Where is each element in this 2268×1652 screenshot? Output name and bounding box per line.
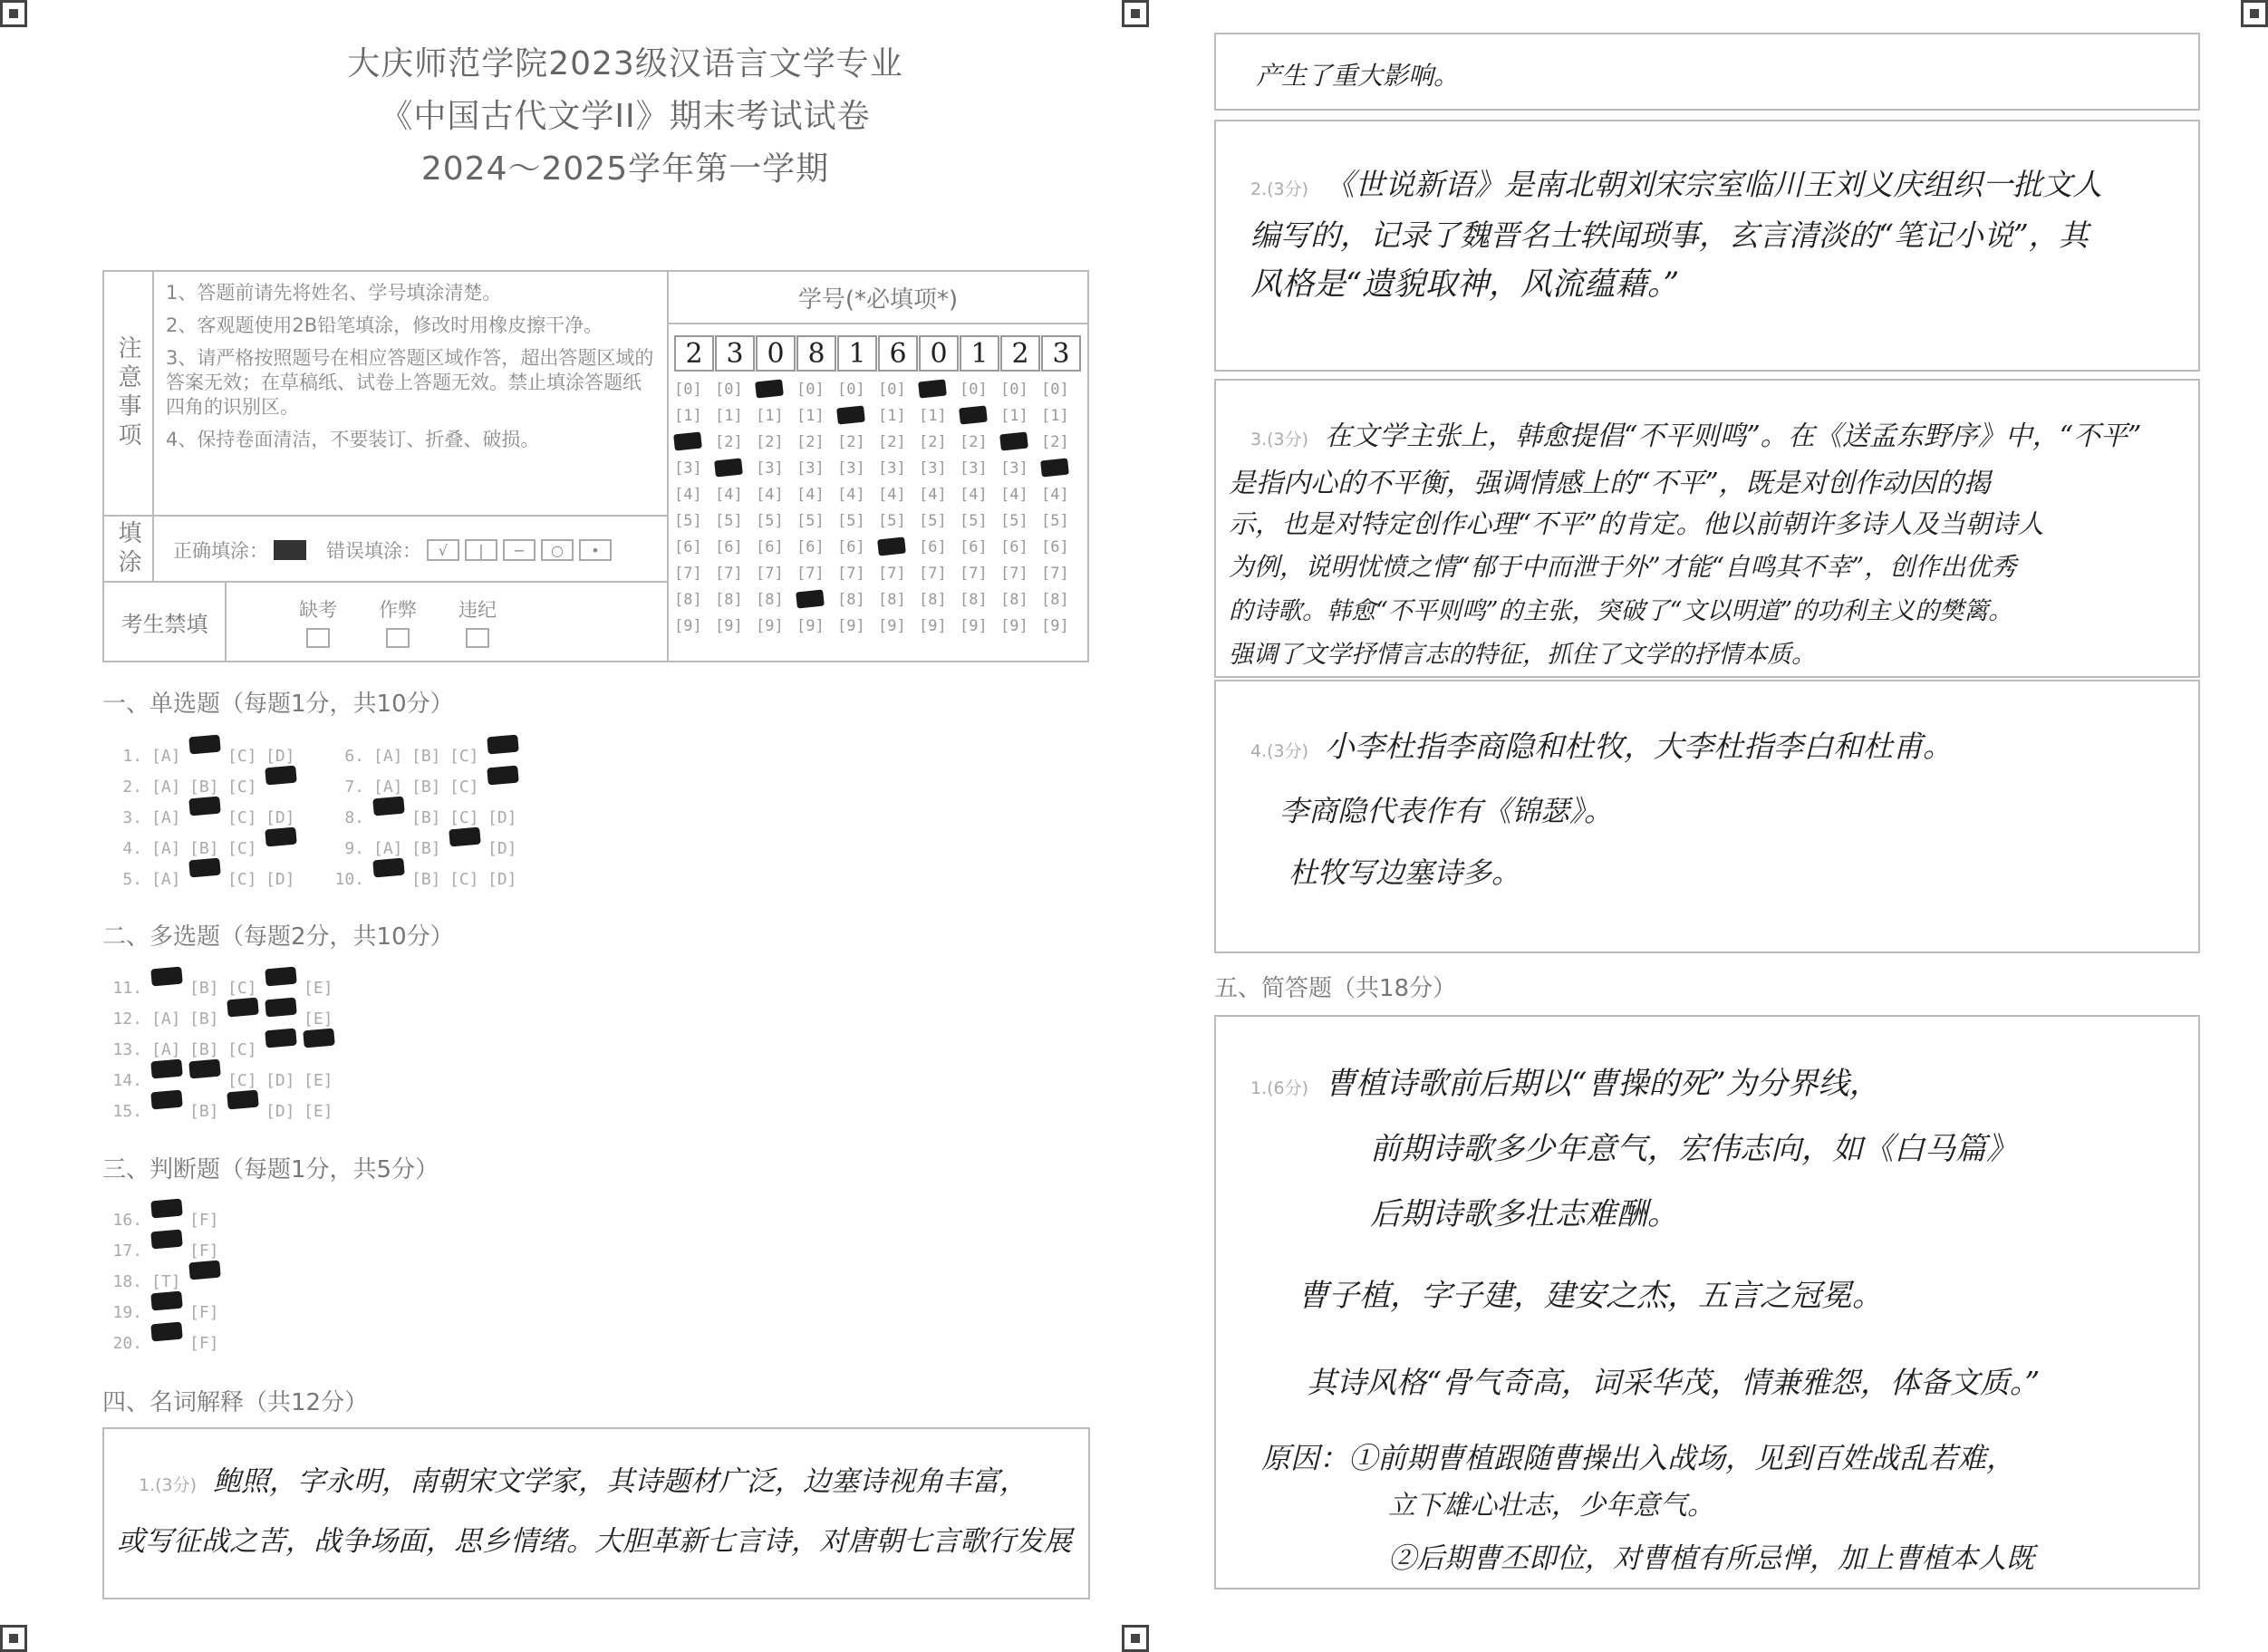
digit-bubble[interactable]: [7] [796, 565, 825, 583]
digit-bubble[interactable] [1000, 433, 1041, 459]
digit-bubble[interactable]: [8] [1041, 591, 1069, 609]
prohibited-cheat[interactable]: 作弊 [379, 595, 417, 648]
digit-bubble[interactable]: [1] [756, 407, 784, 425]
question-number: 7. [344, 778, 364, 797]
student-id-digit[interactable]: 3 [1041, 335, 1081, 372]
digit-bubble[interactable]: [2] [1041, 433, 1069, 451]
digit-bubble[interactable]: [7] [1041, 565, 1069, 583]
question-number: 5. [122, 870, 142, 889]
checkbox[interactable] [466, 628, 489, 648]
option-bubble[interactable]: [T] [151, 1272, 181, 1291]
option-bubble[interactable]: [C] [227, 870, 257, 889]
exam-title-line3: 2024～2025学年第一学期 [420, 150, 830, 188]
term-answer-line: 杜牧写边塞诗多。 [1288, 855, 1521, 890]
option-bubble[interactable]: [D] [487, 839, 517, 858]
question-number: 3. [122, 808, 142, 827]
option-bubble[interactable]: [C] [449, 808, 479, 827]
corner-marker-top-right [2241, 0, 2268, 27]
digit-bubble[interactable] [837, 407, 878, 433]
option-bubble[interactable]: [A] [373, 747, 403, 766]
correct-fill-sample [274, 540, 306, 560]
option-bubble[interactable]: [A] [151, 808, 181, 827]
digit-bubble[interactable]: [7] [715, 565, 743, 583]
wrong-fill-sample: − [503, 539, 536, 561]
digit-bubble[interactable]: [5] [674, 512, 702, 530]
digit-bubble[interactable]: [6] [837, 538, 865, 556]
corner-marker-bottom-center [1122, 1625, 1149, 1652]
fill-example-panel [102, 517, 669, 583]
term-answer-line: 或写征战之苦，战争场面，思乡情绪。大胆革新七言诗，对唐朝七言歌行发展 [117, 1525, 1072, 1558]
digit-bubble[interactable] [960, 407, 1000, 433]
digit-bubble[interactable]: [0] [960, 381, 988, 399]
digit-bubble[interactable]: [1] [715, 407, 743, 425]
digit-bubble[interactable]: [3] [756, 459, 784, 478]
notice-item: 4、保持卷面清洁，不要装订、折叠、破损。 [166, 429, 540, 450]
option-bubble[interactable]: [E] [304, 1102, 333, 1121]
digit-bubble[interactable]: [2] [837, 433, 865, 451]
question-number: 14. [112, 1071, 142, 1090]
section-judge: 三、判断题（每题1分，共5分） [102, 1156, 439, 1183]
section-short-answer: 五、简答题（共18分） [1214, 975, 1457, 1002]
digit-bubble[interactable]: [5] [715, 512, 743, 530]
term-answer-line: 的诗歌。韩愈“不平则鸣”的主张，突破了“文以明道”的功利主义的樊篱。 [1229, 597, 2013, 625]
digit-bubble[interactable]: [8] [960, 591, 988, 609]
digit-bubble[interactable]: [9] [1041, 617, 1069, 635]
digit-bubble[interactable]: [0] [1000, 381, 1028, 399]
digit-bubble[interactable] [715, 459, 756, 486]
question-tag: 3.(3分) [1250, 430, 1309, 449]
bubble-row [674, 381, 1082, 407]
bubble-row [674, 486, 1082, 512]
option-bubble[interactable]: [B] [411, 870, 441, 889]
option-bubble[interactable]: [F] [189, 1241, 219, 1261]
option-bubble[interactable]: [B] [411, 839, 441, 858]
term-answer-line: 1.(3分) 鲍照，字永明，南朝宋文学家，其诗题材广泛，边塞诗视角丰富， [139, 1465, 1028, 1498]
student-id-digit[interactable]: 0 [756, 335, 796, 372]
section-single-choice: 一、单选题（每题1分，共10分） [102, 691, 454, 718]
option-bubble[interactable]: [A] [151, 870, 181, 889]
prohibited-absent[interactable]: 缺考 [299, 595, 337, 648]
digit-bubble[interactable]: [2] [960, 433, 988, 451]
option-bubble[interactable]: [C] [449, 778, 479, 797]
option-bubble[interactable]: [D] [265, 747, 295, 766]
section-multi-choice: 二、多选题（每题2分，共10分） [102, 923, 454, 951]
term-answer-line: 4.(3分) 小李杜指李商隐和杜牧，大李杜指李白和杜甫。 [1250, 729, 1954, 764]
term-answer-line: 李商隐代表作有《锦瑟》。 [1279, 794, 1614, 828]
student-id-digit[interactable]: 1 [837, 335, 877, 372]
term-answer-line: 产生了重大影响。 [1256, 61, 1460, 91]
digit-bubble[interactable]: [8] [1000, 591, 1028, 609]
digit-bubble[interactable]: [8] [837, 591, 865, 609]
option-bubble[interactable] [373, 859, 411, 900]
question-number: 2. [122, 778, 142, 797]
digit-bubble[interactable]: [6] [796, 538, 825, 556]
digit-bubble[interactable]: [6] [1041, 538, 1069, 556]
exam-title-line1: 大庆师范学院2023级汉语言文学专业 [347, 45, 903, 82]
digit-bubble[interactable]: [4] [1000, 486, 1028, 504]
digit-bubble[interactable]: [3] [796, 459, 825, 478]
digit-bubble[interactable]: [8] [878, 591, 906, 609]
option-bubble[interactable]: [B] [411, 808, 441, 827]
option-bubble[interactable]: [D] [265, 808, 295, 827]
notice-side-label: 注意事项 [104, 272, 154, 515]
option-bubble[interactable]: [D] [265, 1071, 295, 1090]
option-bubble[interactable]: [A] [151, 747, 181, 766]
term-answer-line: 3.(3分) 在文学主张上，韩愈提倡“不平则鸣”。在《送孟东野序》中，“不平” [1250, 420, 2142, 452]
option-bubble[interactable]: [C] [227, 808, 257, 827]
digit-bubble[interactable]: [9] [919, 617, 947, 635]
digit-bubble[interactable]: [8] [919, 591, 947, 609]
question-number: 18. [112, 1272, 142, 1291]
student-id-bubble-grid [674, 381, 1082, 643]
wrong-fill-sample: • [579, 539, 612, 561]
digit-bubble[interactable]: [5] [919, 512, 947, 530]
digit-bubble[interactable]: [9] [960, 617, 988, 635]
option-bubble[interactable]: [A] [151, 1040, 181, 1059]
option-bubble[interactable]: [F] [189, 1211, 219, 1230]
option-bubble[interactable] [151, 1091, 189, 1132]
bubble-row [674, 617, 1082, 643]
option-bubble[interactable]: [D] [487, 808, 517, 827]
student-id-title: 学号(*必填项*) [669, 272, 1087, 324]
option-bubble[interactable]: [C] [449, 870, 479, 889]
digit-bubble[interactable]: [8] [756, 591, 784, 609]
digit-bubble[interactable]: [5] [1000, 512, 1028, 530]
correct-fill-label: 正确填涂： [173, 540, 268, 562]
question-tag: 2.(3分) [1250, 179, 1309, 199]
option-bubble[interactable]: [E] [304, 1071, 333, 1090]
digit-bubble[interactable]: [8] [674, 591, 702, 609]
digit-bubble[interactable] [878, 538, 919, 565]
digit-bubble[interactable] [919, 381, 960, 407]
digit-bubble[interactable]: [5] [756, 512, 784, 530]
prohibited-violation[interactable]: 违纪 [458, 595, 497, 648]
option-bubble[interactable]: [C] [227, 778, 257, 797]
option-bubble[interactable]: [A] [373, 839, 403, 858]
question-number: 11. [112, 979, 142, 998]
option-bubble[interactable]: [F] [189, 1334, 219, 1353]
student-id-digit[interactable]: 2 [674, 335, 714, 372]
question-tag: 1.(6分) [1250, 1078, 1309, 1098]
digit-bubble[interactable]: [6] [919, 538, 947, 556]
option-bubble[interactable]: [D] [265, 1102, 295, 1121]
digit-bubble[interactable]: [2] [796, 433, 825, 451]
digit-bubble[interactable]: [0] [1041, 381, 1069, 399]
digit-bubble[interactable]: [4] [674, 486, 702, 504]
prohibited-panel [102, 583, 669, 662]
digit-bubble[interactable]: [3] [878, 459, 906, 478]
short-answer-line: 前期诗歌多少年意气，宏伟志向，如《白马篇》 [1370, 1131, 2017, 1167]
exam-title-line2: 《中国古代文学II》期末考试试卷 [380, 98, 871, 135]
option-bubble[interactable]: [D] [487, 870, 517, 889]
question-row [102, 859, 304, 900]
option-bubble[interactable]: [C] [227, 1071, 257, 1090]
student-id-panel [669, 270, 1089, 662]
bubble-row [674, 459, 1082, 486]
question-number: 4. [122, 839, 142, 858]
question-tag: 4.(3分) [1250, 741, 1309, 761]
digit-bubble[interactable]: [5] [796, 512, 825, 530]
digit-bubble[interactable]: [6] [715, 538, 743, 556]
digit-bubble[interactable]: [2] [756, 433, 784, 451]
digit-bubble[interactable]: [7] [756, 565, 784, 583]
student-id-digit[interactable]: 3 [715, 335, 755, 372]
short-answer-line: 曹子植，字子建，建安之杰，五言之冠冕。 [1298, 1278, 1883, 1314]
digit-bubble[interactable]: [3] [837, 459, 865, 478]
digit-bubble[interactable]: [2] [715, 433, 743, 451]
digit-bubble[interactable]: [6] [960, 538, 988, 556]
short-answer-line: 后期诗歌多壮志难酬。 [1370, 1196, 1678, 1232]
option-bubble[interactable]: [D] [265, 870, 295, 889]
short-answer-line: ②后期曹丕即位，对曹植有所忌惮，加上曹植本人既 [1388, 1542, 2034, 1575]
digit-bubble[interactable]: [1] [919, 407, 947, 425]
digit-bubble[interactable] [796, 591, 837, 617]
option-bubble[interactable]: [B] [189, 979, 219, 998]
question-number: 19. [112, 1303, 142, 1322]
bubble-row [674, 433, 1082, 459]
digit-bubble[interactable]: [6] [1000, 538, 1028, 556]
digit-bubble[interactable]: [0] [878, 381, 906, 399]
question-number: 9. [344, 839, 364, 858]
digit-bubble[interactable] [674, 433, 715, 459]
digit-bubble[interactable]: [3] [960, 459, 988, 478]
option-bubble[interactable]: [B] [189, 839, 219, 858]
question-number: 6. [344, 747, 364, 766]
option-bubble[interactable]: [C] [449, 747, 479, 766]
question-number: 16. [112, 1211, 142, 1230]
notice-list [166, 281, 655, 460]
digit-bubble[interactable]: [7] [960, 565, 988, 583]
option-bubble[interactable]: [B] [189, 1010, 219, 1029]
checkbox[interactable] [386, 628, 410, 648]
bubble-row [674, 512, 1082, 538]
short-answer-line: 原因：①前期曹植跟随曹操出入战场，见到百姓战乱若难， [1261, 1441, 2016, 1475]
digit-bubble[interactable]: [5] [960, 512, 988, 530]
digit-bubble[interactable]: [4] [715, 486, 743, 504]
digit-bubble[interactable]: [3] [1000, 459, 1028, 478]
digit-bubble[interactable]: [0] [796, 381, 825, 399]
question-row [324, 859, 526, 900]
question-number: 1. [122, 747, 142, 766]
short-answer-line: 立下雄心壮志，少年意气。 [1388, 1490, 1714, 1522]
digit-bubble[interactable]: [9] [878, 617, 906, 635]
short-answer-box-1[interactable] [1214, 1015, 2200, 1589]
corner-marker-top-left [0, 0, 27, 27]
digit-bubble[interactable]: [1] [796, 407, 825, 425]
digit-bubble[interactable]: [4] [878, 486, 906, 504]
term-answer-line: 风格是“遗貌取神，风流蕴藉。” [1250, 266, 1680, 303]
digit-bubble[interactable]: [6] [674, 538, 702, 556]
prohibited-options [299, 595, 497, 648]
option-bubble[interactable]: [C] [227, 979, 257, 998]
digit-bubble[interactable]: [4] [960, 486, 988, 504]
digit-bubble[interactable]: [0] [674, 381, 702, 399]
digit-bubble[interactable]: [1] [878, 407, 906, 425]
digit-bubble[interactable]: [9] [837, 617, 865, 635]
student-id-digit[interactable]: 2 [1000, 335, 1040, 372]
digit-bubble[interactable]: [7] [674, 565, 702, 583]
digit-bubble[interactable]: [3] [919, 459, 947, 478]
question-row [102, 1323, 227, 1364]
digit-bubble[interactable] [1041, 459, 1082, 486]
digit-bubble[interactable]: [1] [1041, 407, 1069, 425]
term-answer-line: 为例，说明忧愤之情“郁于中而泄于外”才能“自鸣其不幸”，创作出优秀 [1229, 552, 2017, 582]
term-answer-line: 示，也是对特定创作心理“不平”的肯定。他以前朝许多诗人及当朝诗人 [1229, 508, 2044, 539]
student-id-digit[interactable]: 1 [960, 335, 999, 372]
question-number: 13. [112, 1040, 142, 1059]
digit-bubble[interactable]: [7] [878, 565, 906, 583]
option-bubble[interactable]: [F] [189, 1303, 219, 1322]
question-tag: 1.(3分) [139, 1475, 198, 1495]
student-id-digit[interactable]: 6 [878, 335, 918, 372]
option-bubble[interactable] [151, 1323, 189, 1364]
term-answer-line: 编写的，记录了魏晋名士轶闻琐事，玄言清淡的“笔记小说”，其 [1250, 217, 2089, 253]
digit-bubble[interactable]: [6] [756, 538, 784, 556]
option-bubble[interactable]: [A] [151, 1010, 181, 1029]
term-answer-box-1[interactable] [102, 1427, 1090, 1599]
section-term-explanation: 四、名词解释（共12分） [102, 1389, 369, 1416]
digit-bubble[interactable]: [0] [837, 381, 865, 399]
option-bubble[interactable]: [B] [189, 1102, 219, 1121]
bubble-row [674, 565, 1082, 591]
term-answer-box-3[interactable] [1214, 379, 2200, 678]
notice-item: 1、答题前请先将姓名、学号填涂清楚。 [166, 282, 502, 304]
option-bubble[interactable]: [B] [411, 778, 441, 797]
question-number: 12. [112, 1010, 142, 1029]
digit-bubble[interactable] [756, 381, 796, 407]
option-bubble[interactable]: [C] [227, 839, 257, 858]
notice-panel [102, 270, 669, 517]
digit-bubble[interactable]: [7] [1000, 565, 1028, 583]
digit-bubble[interactable]: [0] [715, 381, 743, 399]
digit-bubble[interactable]: [5] [878, 512, 906, 530]
question-number: 10. [334, 870, 364, 889]
student-id-digits [674, 335, 1082, 372]
wrong-fill-label: 错误填涂： [326, 540, 421, 562]
digit-bubble[interactable]: [3] [674, 459, 702, 478]
digit-bubble[interactable]: [4] [919, 486, 947, 504]
digit-bubble[interactable]: [5] [1041, 512, 1069, 530]
option-bubble[interactable]: [A] [373, 778, 403, 797]
digit-bubble[interactable]: [4] [796, 486, 825, 504]
digit-bubble[interactable]: [9] [796, 617, 825, 635]
student-id-digit[interactable]: 0 [919, 335, 959, 372]
term-answer-line: 强调了文学抒情言志的特征，抓住了文学的抒情本质。 [1229, 641, 1816, 669]
digit-bubble[interactable]: [4] [756, 486, 784, 504]
wrong-fill-sample: √ [427, 539, 459, 561]
wrong-fill-sample: ○ [541, 539, 574, 561]
prohibited-label: 考生禁填 [104, 583, 227, 661]
fill-label: 填涂 [104, 517, 154, 581]
digit-bubble[interactable]: [7] [919, 565, 947, 583]
digit-bubble[interactable]: [2] [919, 433, 947, 451]
term-answer-box-1-continued[interactable] [1214, 33, 2200, 111]
question-number: 8. [344, 808, 364, 827]
option-bubble[interactable]: [A] [151, 778, 181, 797]
option-bubble[interactable]: [B] [189, 778, 219, 797]
option-bubble[interactable] [189, 859, 227, 900]
option-bubble[interactable] [227, 1091, 265, 1132]
digit-bubble[interactable]: [1] [674, 407, 702, 425]
question-row [102, 1091, 342, 1132]
digit-bubble[interactable]: [9] [715, 617, 743, 635]
notice-item: 2、客观题使用2B铅笔填涂，修改时用橡皮擦干净。 [166, 314, 603, 336]
term-answer-line: 是指内心的不平衡，强调情感上的“不平”，既是对创作动因的揭 [1229, 468, 1991, 499]
term-answer-box-2[interactable] [1214, 120, 2200, 372]
digit-bubble[interactable]: [7] [837, 565, 865, 583]
term-answer-line: 2.(3分) 《世说新语》是南北朝刘宋宗室临川王刘义庆组织一批文人 [1250, 167, 2103, 202]
digit-bubble[interactable]: [1] [1000, 407, 1028, 425]
digit-bubble[interactable]: [5] [837, 512, 865, 530]
question-number: 15. [112, 1102, 142, 1121]
digit-bubble[interactable]: [4] [837, 486, 865, 504]
fill-examples [173, 536, 612, 564]
option-bubble[interactable]: [B] [411, 747, 441, 766]
corner-marker-top-center [1122, 0, 1149, 27]
digit-bubble[interactable]: [2] [878, 433, 906, 451]
short-answer-line: 其诗风格“骨气奇高，词采华茂，情兼雅怨，体备文质。” [1307, 1365, 2041, 1400]
wrong-fill-sample: | [465, 539, 497, 561]
corner-marker-bottom-left [0, 1625, 27, 1652]
option-bubble[interactable]: [E] [304, 1010, 333, 1029]
notice-item: 3、请严格按照题号在相应答题区域作答，超出答题区域的答案无效；在草稿纸、试卷上答题无效。禁止填涂答题纸四角的识别区。 [166, 347, 654, 418]
digit-bubble[interactable]: [8] [715, 591, 743, 609]
digit-bubble[interactable]: [4] [1041, 486, 1069, 504]
question-number: 17. [112, 1241, 142, 1261]
digit-bubble[interactable]: [9] [1000, 617, 1028, 635]
option-bubble[interactable]: [B] [189, 1040, 219, 1059]
bubble-row [674, 591, 1082, 617]
student-id-digit[interactable]: 8 [796, 335, 836, 372]
bubble-row [674, 407, 1082, 433]
digit-bubble[interactable]: [9] [674, 617, 702, 635]
bubble-row [674, 538, 1082, 565]
digit-bubble[interactable]: [9] [756, 617, 784, 635]
option-bubble[interactable]: [C] [227, 747, 257, 766]
option-bubble[interactable]: [A] [151, 839, 181, 858]
short-answer-line: 1.(6分) 曹植诗歌前后期以“曹操的死”为分界线， [1250, 1066, 1880, 1102]
question-number: 20. [112, 1334, 142, 1353]
checkbox[interactable] [306, 628, 330, 648]
option-bubble[interactable]: [E] [304, 979, 333, 998]
term-answer-box-4[interactable] [1214, 680, 2200, 953]
option-bubble[interactable]: [C] [227, 1040, 257, 1059]
